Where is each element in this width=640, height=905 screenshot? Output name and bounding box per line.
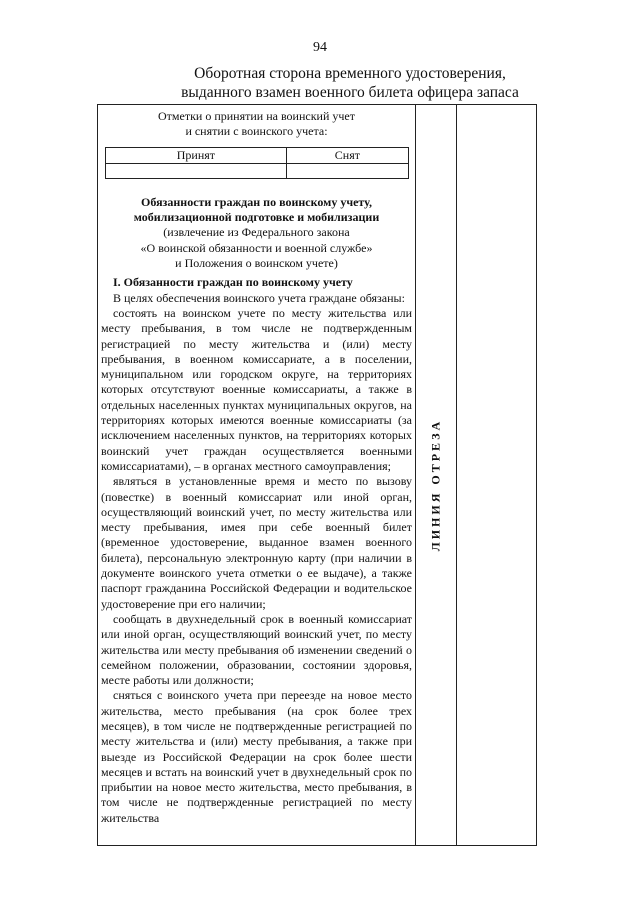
form-content xyxy=(101,105,412,826)
duties-source-line: (извлечение из Федерального закона xyxy=(163,225,350,240)
duty-paragraph: сняться с воинского учета при переезде на новое место жительства, место пребывания (на срок более трех месяцев), в том числе не подтвержденные регистрацией по месту жительства и (или) месту пребывания, а также при выезде из Российской Федерации на срок более шести месяцев и встать на воинский учет в двухнедельный срок по прибытии на новое место жительства, место пребывания, в том числе не подтвержденные регистрацией по месту жительства xyxy=(101,688,412,825)
removed-column-header: Снят xyxy=(287,147,408,163)
registration-table-header xyxy=(105,147,408,163)
duties-heading-line: мобилизационной подготовке и мобилизации xyxy=(133,210,380,225)
duty-paragraph: являться в установленные время и место по вызову (повестке) в военный комиссариат или иной орган, осуществляющий воинский учет, по месту жительства или месту пребывания, имея при себе военный билет (временное удостоверение, выданное взамен военного билета), персональную электронную карту (при наличии в документе воинского учета отметки о ее выдаче), а также паспорт гражданина Российской Федерации и водительское удостоверение при его наличии; xyxy=(101,474,412,611)
cut-column-left-border xyxy=(415,105,416,845)
registration-table xyxy=(105,147,409,179)
duties-source-line: и Положения о воинском учете) xyxy=(175,256,338,271)
accepted-column-header: Принят xyxy=(105,147,287,163)
page-title-line: выданного взамен военного билета офицера запаса xyxy=(181,84,519,101)
section-title: I. Обязанности граждан по воинскому учету xyxy=(113,275,353,290)
cut-column-right-border xyxy=(456,105,457,845)
duty-paragraph: состоять на воинском учете по месту жительства или месту пребывания, в том числе не подтвержденным регистрацией по месту жительства и (или) месту пребывания, в военном комиссариате, а в поселении, муниципальном или городском округе, на территориях которых отсутствуют военные комиссариаты, а также в отдельных населенных пунктах муниципальных округов, на территориях которых имеются военные комиссариаты (за исключением населенных пунктов, на территориях которых воинский учет граждан осуществляется военными комиссариатами), – в органах местного самоуправления; xyxy=(101,305,412,473)
cut-line-label xyxy=(418,405,454,565)
duty-paragraph: В целях обеспечения воинского учета граждане обязаны: xyxy=(113,290,405,305)
page-number: 94 xyxy=(313,40,327,55)
page-title-line: Оборотная сторона временного удостоверения, xyxy=(194,65,506,82)
notes-title-line: Отметки о принятии на воинский учет xyxy=(158,109,355,123)
form-frame xyxy=(97,104,537,846)
registration-table-row xyxy=(105,163,408,178)
duties-source-line: «О воинской обязанности и военной службе» xyxy=(140,240,373,255)
page-title xyxy=(150,64,550,102)
duties-heading xyxy=(101,195,412,271)
accepted-cell xyxy=(105,163,287,178)
registration-notes-title xyxy=(101,109,412,140)
duties-heading-line: Обязанности граждан по воинскому учету, xyxy=(141,194,372,209)
removed-cell xyxy=(287,163,408,178)
duty-paragraph: сообщать в двухнедельный срок в военный комиссариат или иной орган, осуществляющий воинский учет, по месту жительства или месту пребывания об изменении сведений о семейном положении, образовании, состоянии здоровья, месте работы или должности; xyxy=(101,611,412,688)
cut-line-text: ЛИНИЯ ОТРЕЗА xyxy=(428,418,443,552)
notes-title-line: и снятии с воинского учета: xyxy=(185,124,328,139)
